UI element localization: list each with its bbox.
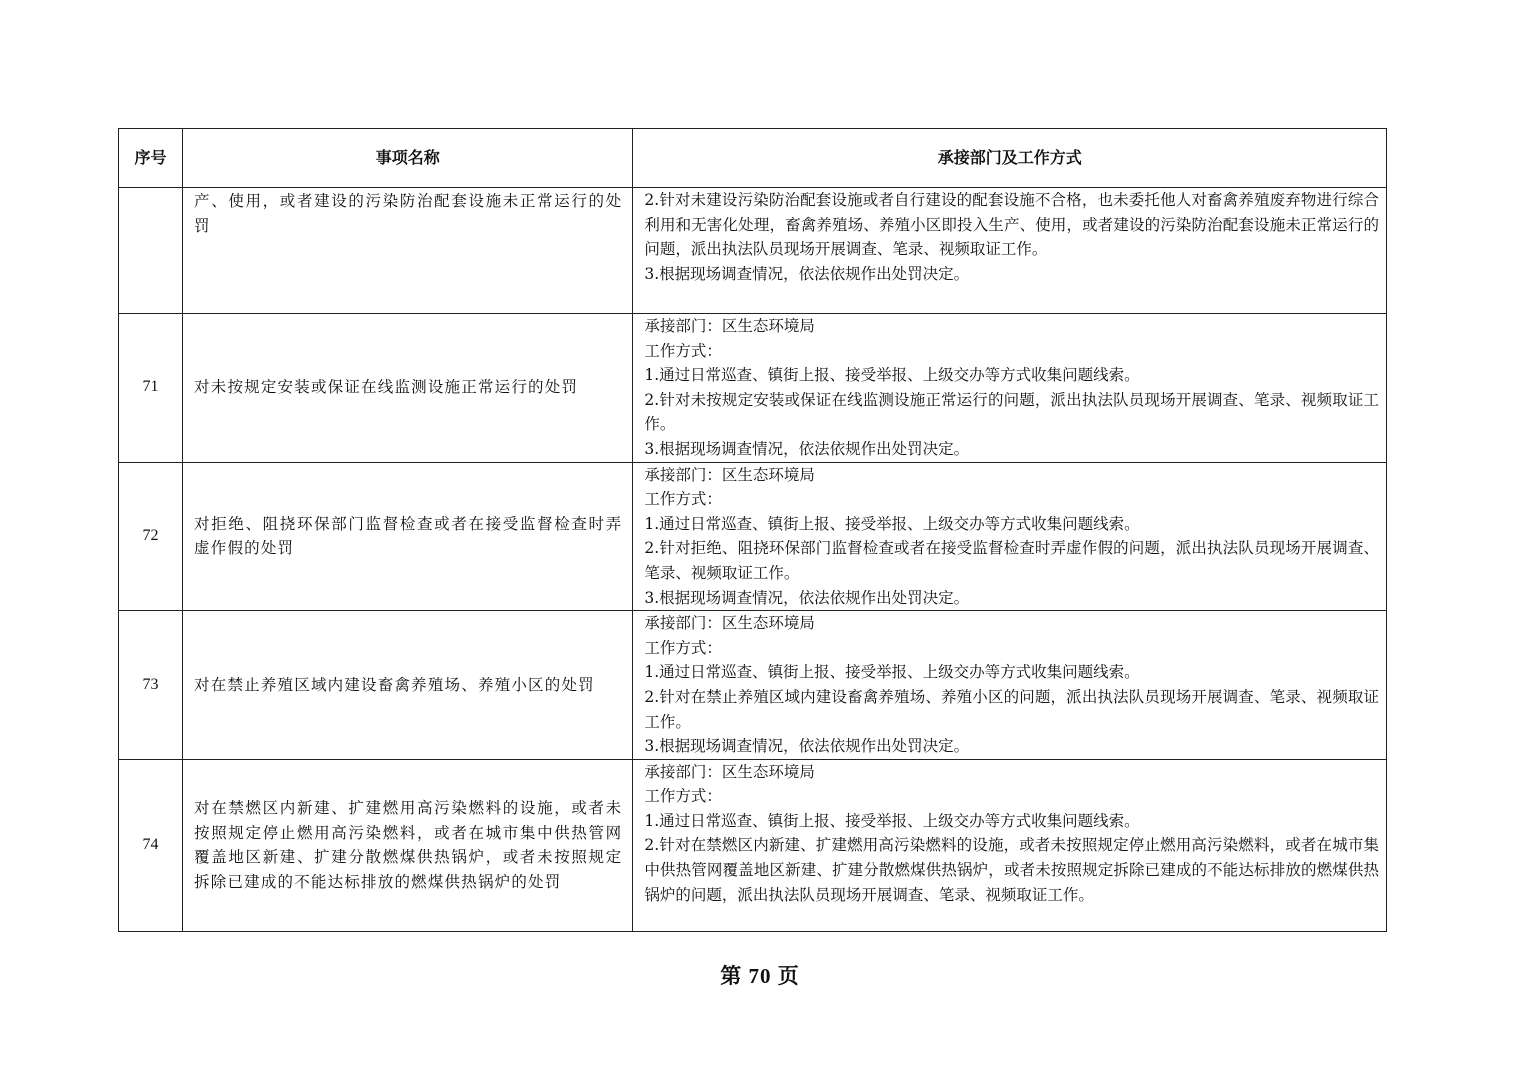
- method-heading-line: 工作方式：: [644, 787, 722, 806]
- table-row: [119, 314, 1387, 463]
- row-item-name: 对拒绝、阻挠环保部门监督检查或者在接受监督检查时弄虚作假的处罚: [183, 462, 633, 611]
- method-heading-line: 工作方式：: [644, 341, 722, 360]
- row-department-and-method: [633, 188, 1387, 314]
- table-row: [119, 188, 1387, 314]
- method-line: 2.针对未按规定安装或保证在线监测设施正常运行的问题，派出执法队员现场开展调查、笔录、视频取证工作。: [644, 390, 1379, 434]
- row-serial-number: 74: [119, 759, 183, 931]
- row-department-and-method: [633, 314, 1387, 463]
- method-line: 3.根据现场调查情况，依法依规作出处罚决定。: [644, 737, 970, 756]
- method-line: 1.通过日常巡查、镇街上报、接受举报、上级交办等方式收集问题线索。: [644, 366, 1140, 385]
- department-line: 承接部门：区生态环境局: [644, 762, 815, 781]
- method-line: 3.根据现场调查情况，依法依规作出处罚决定。: [644, 439, 970, 458]
- row-serial-number: 71: [119, 314, 183, 463]
- method-line: 1.通过日常巡查、镇街上报、接受举报、上级交办等方式收集问题线索。: [644, 811, 1140, 830]
- department-line: 承接部门：区生态环境局: [644, 614, 815, 633]
- table-row: [119, 611, 1387, 760]
- row-item-name: 对未按规定安装或保证在线监测设施正常运行的处罚: [183, 314, 633, 463]
- department-line: 承接部门：区生态环境局: [644, 317, 815, 335]
- row-department-and-method: [633, 759, 1387, 931]
- method-line: 3.根据现场调查情况，依法依规作出处罚决定。: [644, 588, 970, 607]
- item-table: [118, 128, 1387, 932]
- row-item-name: 对在禁止养殖区域内建设畜禽养殖场、养殖小区的处罚: [183, 611, 633, 760]
- row-item-name: 产、使用，或者建设的污染防治配套设施未正常运行的处罚: [183, 188, 633, 314]
- department-line: 承接部门：区生态环境局: [644, 465, 815, 484]
- table-header-row: [119, 129, 1387, 188]
- header-item-name: 事项名称: [183, 129, 633, 188]
- row-item-name: 对在禁燃区内新建、扩建燃用高污染燃料的设施，或者未按照规定停止燃用高污染燃料，或者在城市集中供热管网覆盖地区新建、扩建分散燃煤供热锅炉，或者未按照规定拆除已建成的不能达标排放的燃煤供热锅炉的处罚: [183, 759, 633, 931]
- row-department-and-method: [633, 611, 1387, 760]
- method-heading-line: 工作方式：: [644, 638, 722, 657]
- method-heading-line: 工作方式：: [644, 490, 722, 509]
- row-department-and-method: [633, 462, 1387, 611]
- method-line: 2.针对在禁燃区内新建、扩建燃用高污染燃料的设施，或者未按照规定停止燃用高污染燃料，或者在城市集中供热管网覆盖地区新建、扩建分散燃煤供热锅炉，或者未按照规定拆除已建成的不能达标排放的燃煤供热锅炉的问题，派出执法队员现场开展调查、笔录、视频取证工作。: [644, 836, 1379, 904]
- method-line: 2.针对拒绝、阻挠环保部门监督检查或者在接受监督检查时弄虚作假的问题，派出执法队员现场开展调查、笔录、视频取证工作。: [644, 539, 1379, 582]
- header-serial-number: 序号: [119, 129, 183, 188]
- method-line: 1.通过日常巡查、镇街上报、接受举报、上级交办等方式收集问题线索。: [644, 514, 1140, 533]
- row-serial-number: 72: [119, 462, 183, 611]
- row-serial-number: 73: [119, 611, 183, 760]
- table-row: [119, 462, 1387, 611]
- method-line: 3.根据现场调查情况，依法依规作出处罚决定。: [644, 264, 970, 283]
- header-department-and-method: 承接部门及工作方式: [633, 129, 1387, 188]
- table-row: [119, 759, 1387, 931]
- page-number: 第 70 页: [720, 964, 800, 988]
- method-line: 2.针对在禁止养殖区域内建设畜禽养殖场、养殖小区的问题，派出执法队员现场开展调查、笔录、视频取证工作。: [644, 687, 1379, 731]
- method-line: 2.针对未建设污染防治配套设施或者自行建设的配套设施不合格，也未委托他人对畜禽养殖废弃物进行综合利用和无害化处理，畜禽养殖场、养殖小区即投入生产、使用，或者建设的污染防治配套设施未正常运行的问题，派出执法队员现场开展调查、笔录、视频取证工作。: [644, 191, 1379, 259]
- method-line: 1.通过日常巡查、镇街上报、接受举报、上级交办等方式收集问题线索。: [644, 663, 1140, 682]
- row-serial-number: [119, 188, 183, 314]
